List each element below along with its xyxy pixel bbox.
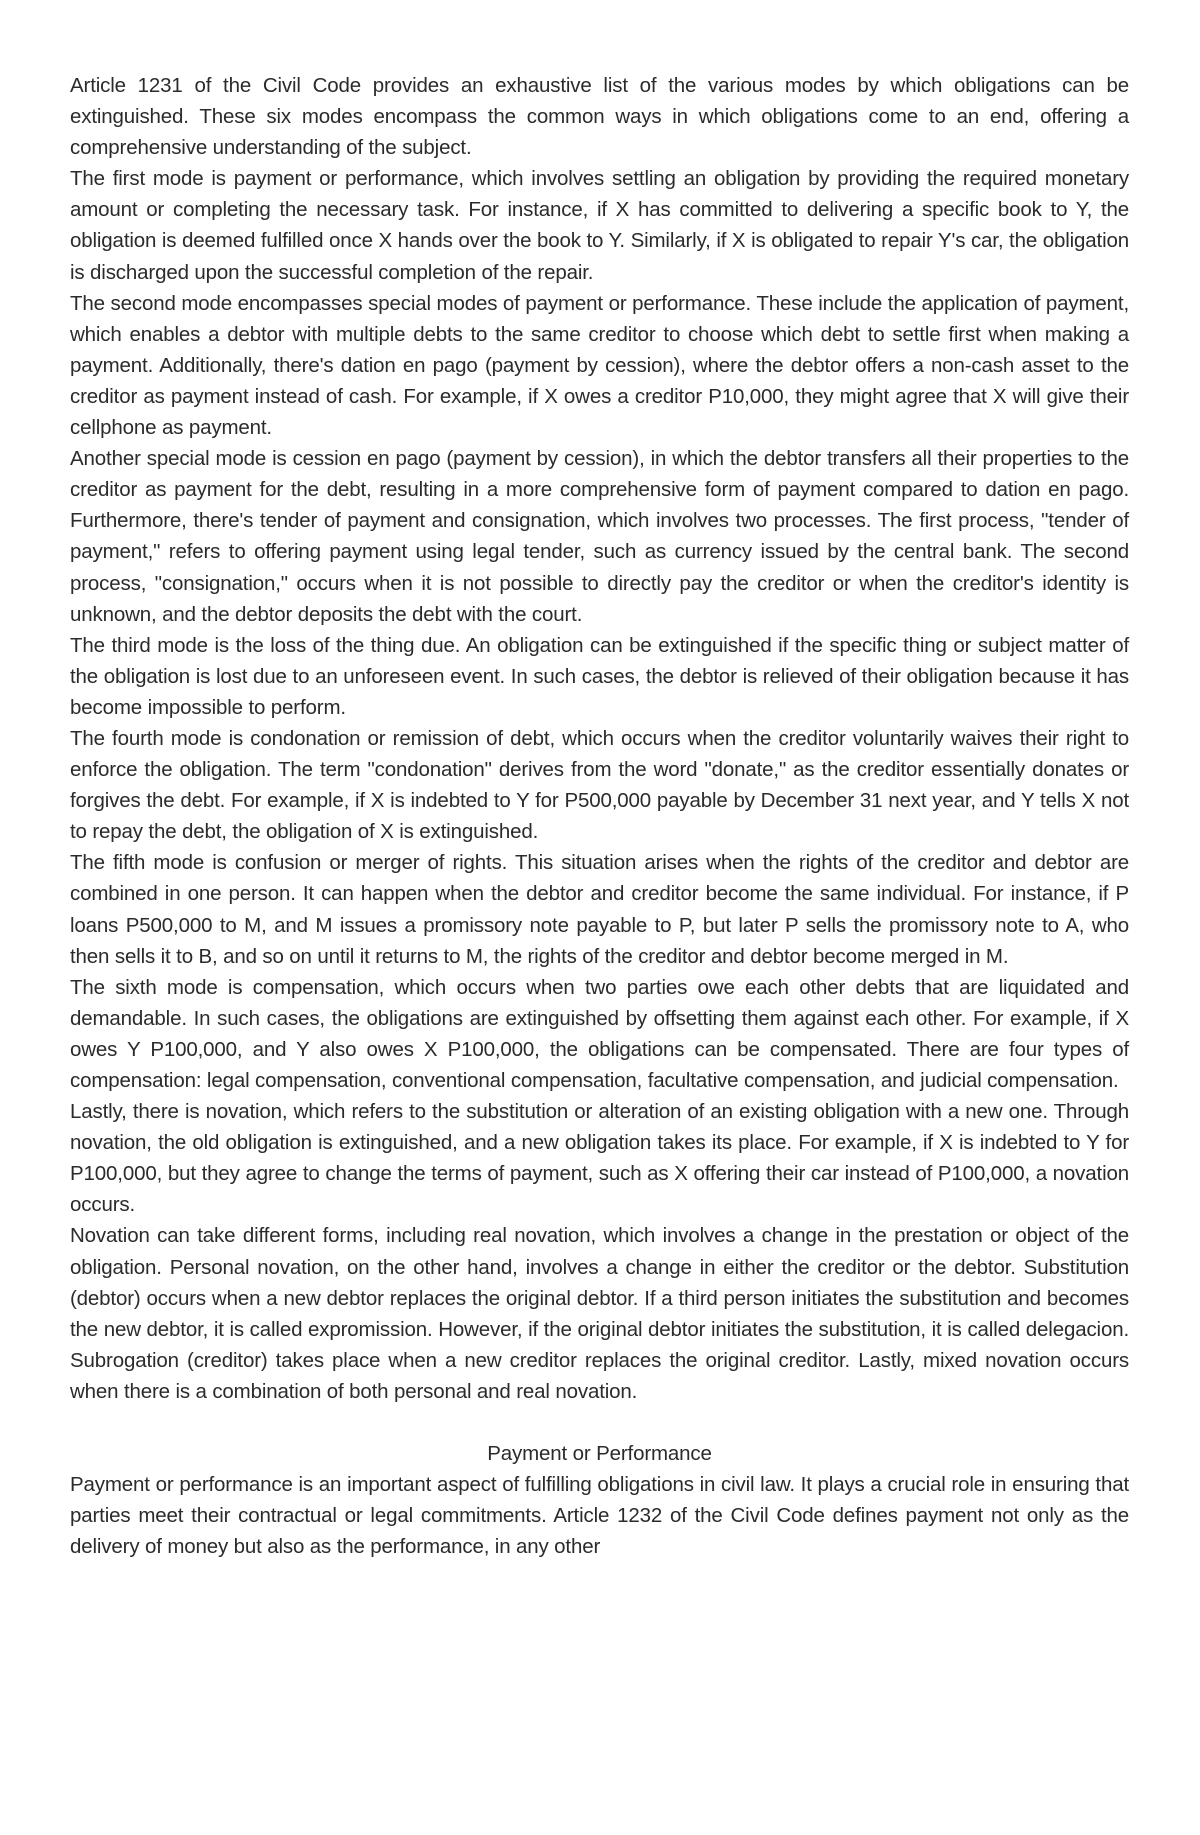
paragraph-payment-performance: Payment or performance is an important aspect of fulfilling obligations in civil law. It plays a crucial role in ensuring that parties meet their contractual or legal commitments. Article 1232 of the Civil Code defines payment not only as the delivery of money but also as the performance, in any other <box>70 1473 1129 1559</box>
paragraph-intro: Article 1231 of the Civil Code provides an exhaustive list of the various modes by which obligations can be extinguished. These six modes encompass the common ways in which obligations come to an end, offering a comprehensive understanding of the subject. <box>70 74 1129 160</box>
paragraph-fifth-mode: The fifth mode is confusion or merger of rights. This situation arises when the rights of the creditor and debtor are combined in one person. It can happen when the debtor and creditor become the same individual. For instance, if P loans P500,000 to M, and M issues a promissory note payable to P, but later P sells the promissory note to A, who then sells it to B, and so on until it returns to M, the rights of the creditor and debtor become merged in M. <box>70 851 1129 968</box>
paragraph-fourth-mode: The fourth mode is condonation or remission of debt, which occurs when the creditor voluntarily waives their right to enforce the obligation. The term "condonation" derives from the word "donate," as the creditor essentially donates or forgives the debt. For example, if X is indebted to Y for P500,000 payable by December 31 next year, and Y tells X not to repay the debt, the obligation of X is extinguished. <box>70 726 1129 844</box>
section-heading: Payment or Performance <box>487 1442 712 1466</box>
paragraph-second-mode: The second mode encompasses special modes of payment or performance. These include the application of payment, which enables a debtor with multiple debts to the same creditor to choose which debt to settle first when making a payment. Additionally, there's dation en pago (payment by cession), where the debtor offers a non-cash asset to the creditor as payment instead of cash. For example, if X owes a creditor P10,000, they might agree that X will give their cellphone as payment. <box>70 291 1129 440</box>
paragraph-sixth-mode: The sixth mode is compensation, which occurs when two parties owe each other debts that are liquidated and demandable. In such cases, the obligations are extinguished by offsetting them against each other. For example, if X owes Y P100,000, and Y also owes X P100,000, the obligations can be compensated. There are four types of compensation: legal compensation, conventional compensation, facultative compensation, and judicial compensation. <box>70 975 1129 1092</box>
paragraph-first-mode: The first mode is payment or performance, which involves settling an obligation by providing the required monetary amount or completing the necessary task. For instance, if X has committed to delivering a specific book to Y, the obligation is deemed fulfilled once X hands over the book to Y. Similarly, if X is obligated to repair Y's car, the obligation is discharged upon the successful completion of the repair. <box>70 167 1129 284</box>
paragraph-novation: Lastly, there is novation, which refers to the substitution or alteration of an existing obligation with a new one. Through novation, the old obligation is extinguished, and a new obligation takes its place. For example, if X is indebted to Y for P100,000, but they agree to change the terms of payment, such as X offering their car instead of P100,000, a novation occurs. <box>70 1100 1129 1217</box>
paragraph-third-mode: The third mode is the loss of the thing due. An obligation can be extinguished if the specific thing or subject matter of the obligation is lost due to an unforeseen event. In such cases, the debtor is relieved of their obligation because it has become impossible to perform. <box>70 633 1129 719</box>
paragraph-cession-en-pago: Another special mode is cession en pago (payment by cession), in which the debtor transfers all their properties to the creditor as payment for the debt, resulting in a more comprehensive form of payment compared to dation en pago. Furthermore, there's tender of payment and consignation, which involves two processes. The first process, "tender of payment," refers to offering payment using legal tender, such as currency issued by the central bank. The second process, "consignation," occurs when it is not possible to directly pay the creditor or when the creditor's identity is unknown, and the debtor deposits the debt with the court. <box>70 447 1129 626</box>
paragraph-novation-forms: Novation can take different forms, including real novation, which involves a change in the prestation or object of the obligation. Personal novation, on the other hand, involves a change in either the creditor or the debtor. Substitution (debtor) occurs when a new debtor replaces the original debtor. If a third person initiates the substitution and becomes the new debtor, it is called expromission. However, if the original debtor initiates the substitution, it is called delegacion. Subrogation (creditor) takes place when a new creditor replaces the original creditor. Lastly, mixed novation occurs when there is a combination of both personal and real novation. <box>70 1224 1129 1403</box>
document-page <box>70 70 1129 1562</box>
